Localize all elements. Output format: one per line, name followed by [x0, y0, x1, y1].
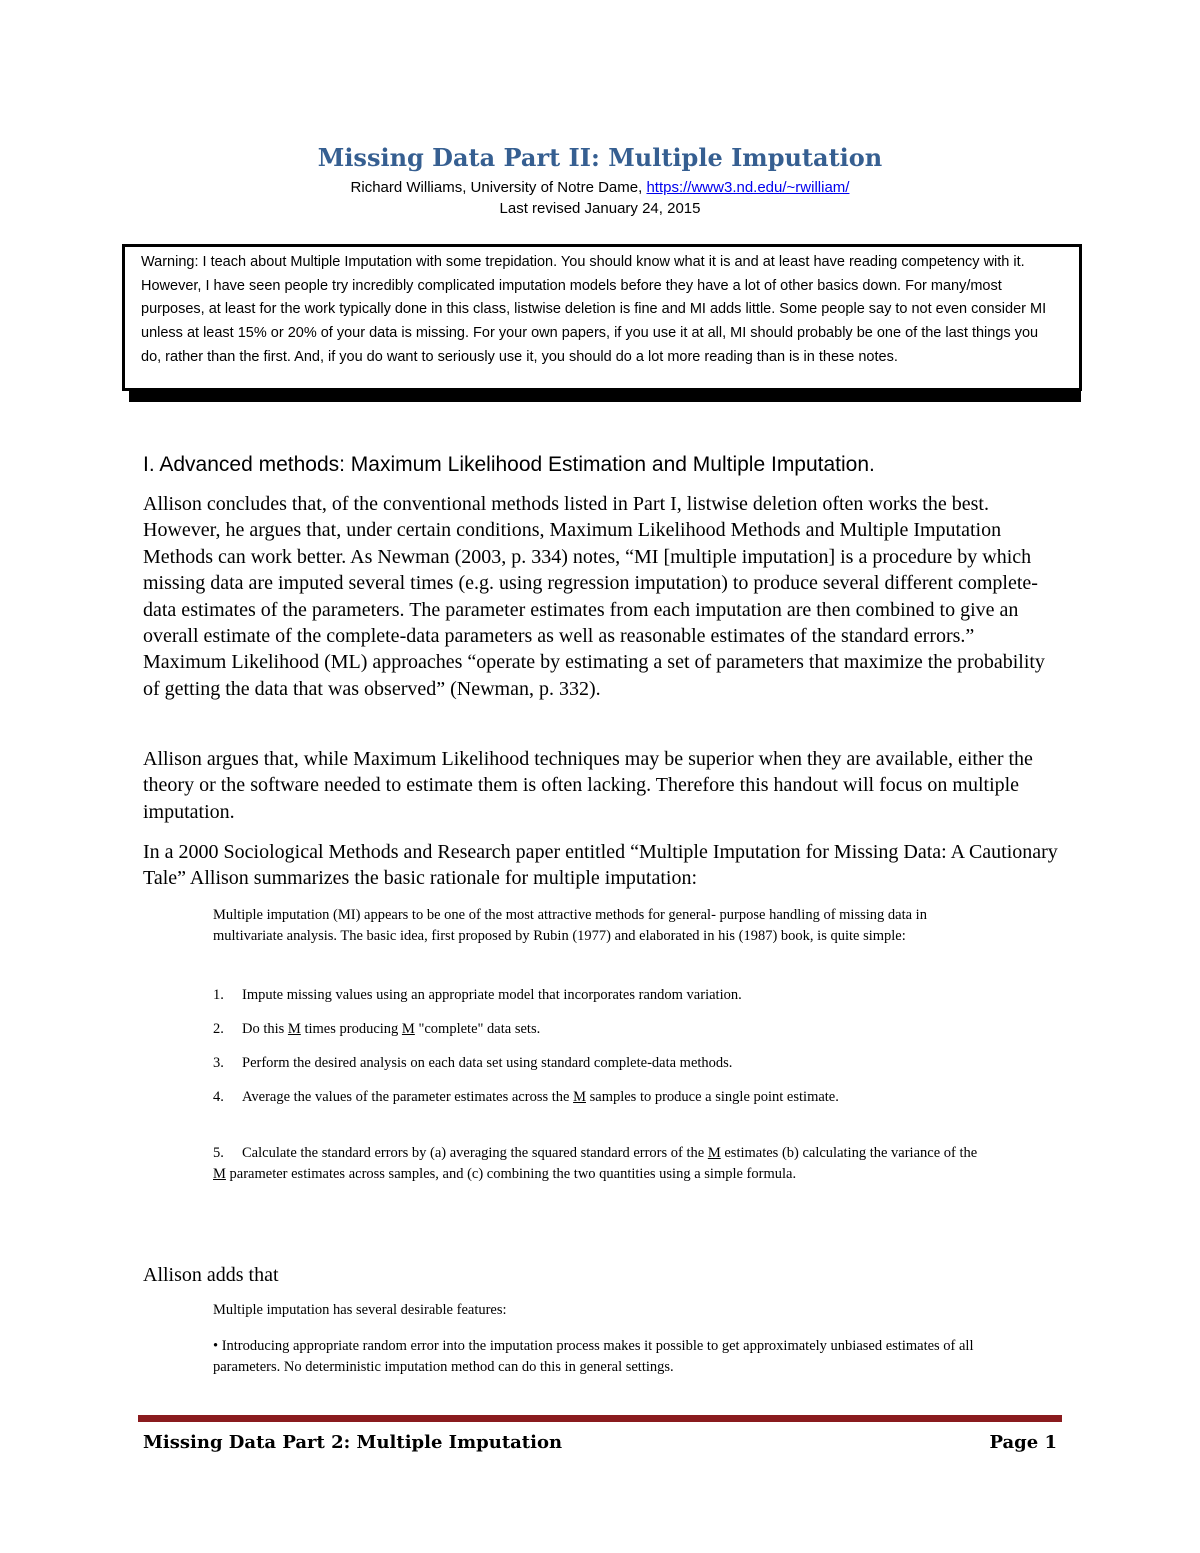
- quote-step-3: [213, 1053, 983, 1074]
- step-number: 2.: [213, 1021, 224, 1037]
- author-url-link[interactable]: https://www3.nd.edu/~rwilliam/: [646, 179, 850, 196]
- step-number: 4.: [213, 1089, 224, 1105]
- step-text: estimates (b) calculating the variance of the: [720, 1145, 978, 1161]
- block-quote-rationale: [213, 905, 983, 947]
- step-number: 3.: [213, 1055, 224, 1071]
- m-symbol: M: [287, 1021, 301, 1037]
- step-text: samples to produce a single point estimate.: [585, 1089, 839, 1105]
- step-text: Do this: [242, 1021, 288, 1037]
- bullet-icon: •: [213, 1338, 219, 1354]
- m-symbol: M: [213, 1166, 226, 1182]
- body-paragraph-1: [143, 491, 1058, 702]
- warning-box: [122, 244, 1082, 391]
- author-text: Richard Williams, University of Notre Dame,: [350, 179, 647, 196]
- step-text: times producing: [300, 1021, 402, 1037]
- quote-step-4: [213, 1087, 983, 1108]
- features-intro: Multiple imputation has several desirable features:: [213, 1302, 507, 1318]
- features-item-text: Introducing appropriate random error into the imputation process makes it possible to get approximately unbiased estimates of all parameters. No deterministic imputation method can do this in general settings.: [213, 1338, 974, 1375]
- step-text: Perform the desired analysis on each data set using standard complete-data methods.: [242, 1055, 733, 1071]
- block-quote-features: [213, 1300, 983, 1321]
- step-text: Average the values of the parameter estimates across the: [242, 1089, 574, 1105]
- body-paragraph-3: [143, 839, 1058, 892]
- page-number: Page 1: [989, 1432, 1057, 1453]
- features-bullet-item: [213, 1336, 983, 1378]
- paragraph-newman: Allison concludes that, of the conventional methods listed in Part I, listwise deletion often works the best. However, he argues that, under certain conditions, Maximum Likelihood Methods and Multiple Imputation Methods can work better. As Newman (2003, p. 334) notes, “MI [multiple imputation] is a procedure by which missing data are imputed several times (e.g. using regression imputation) to produce several different complete-data estimates of the parameters. The parameter estimates from each imputation are then combined to give an overall estimate of the complete-data parameters as well as reasonable estimates of the standard errors.” Maximum Likelihood (ML) approaches “operate by estimating a set of parameters that maximize the probability of getting the data that was observed” (Newman, p. 332).: [143, 493, 1045, 700]
- page-title: Missing Data Part II: Multiple Imputation: [317, 143, 883, 172]
- quote-step-1: [213, 985, 983, 1006]
- step-text: "complete" data sets.: [414, 1021, 541, 1037]
- body-paragraph-2: [143, 746, 1058, 825]
- quote-intro: Multiple imputation (MI) appears to be one of the most attractive methods for general- purpose handling of missing data in multivariate analysis. The basic idea, first proposed by Rubin (1977) and elaborated in his (1987) book, is quite simple:: [213, 907, 927, 944]
- footer-divider: [138, 1415, 1062, 1422]
- revision-date: Last revised January 24, 2015: [499, 200, 701, 217]
- section-heading: I. Advanced methods: Maximum Likelihood Estimation and Multiple Imputation.: [143, 453, 875, 476]
- step-text: Calculate the standard errors by (a) averaging the squared standard errors of the: [242, 1145, 708, 1161]
- footer-title: Missing Data Part 2: Multiple Imputation: [143, 1432, 563, 1453]
- paragraph-allison-2000: In a 2000 Sociological Methods and Research paper entitled “Multiple Imputation for Missing Data: A Cautionary Tale” Allison summarizes the basic rationale for multiple imputation:: [143, 841, 1058, 890]
- author-line: [0, 179, 1200, 196]
- m-symbol: M: [401, 1021, 415, 1037]
- allison-adds-text: Allison adds that: [143, 1264, 279, 1286]
- paragraph-ml: Allison argues that, while Maximum Likelihood techniques may be superior when they are available, either the theory or the software needed to estimate them is often lacking. Therefore this handout will focus on multiple imputation.: [143, 748, 1033, 823]
- m-symbol: M: [573, 1089, 586, 1105]
- quote-step-5: [213, 1143, 983, 1185]
- step-text: parameter estimates across samples, and (c) combining the two quantities using a simple formula.: [225, 1166, 797, 1182]
- quote-step-2: [213, 1019, 983, 1040]
- m-symbol: M: [707, 1145, 721, 1161]
- allison-adds: [143, 1262, 1058, 1288]
- step-text: Impute missing values using an appropriate model that incorporates random variation.: [242, 987, 742, 1003]
- warning-text: Warning: I teach about Multiple Imputation with some trepidation. You should know what it is and at least have reading competency with it. However, I have seen people try incredibly complicated imputation models before they have a lot of other basics down. For many/most purposes, at least for the work typically done in this class, listwise deletion is fine and MI adds little. Some people say to not even consider MI unless at least 15% or 20% of your data is missing. For your own papers, if you use it at all, MI should probably be one of the last things you do, rather than the first. And, if you do want to seriously use it, you should do a lot more reading than is in these notes.: [141, 254, 1047, 365]
- step-number: 1.: [213, 987, 224, 1003]
- step-number: 5.: [213, 1145, 224, 1161]
